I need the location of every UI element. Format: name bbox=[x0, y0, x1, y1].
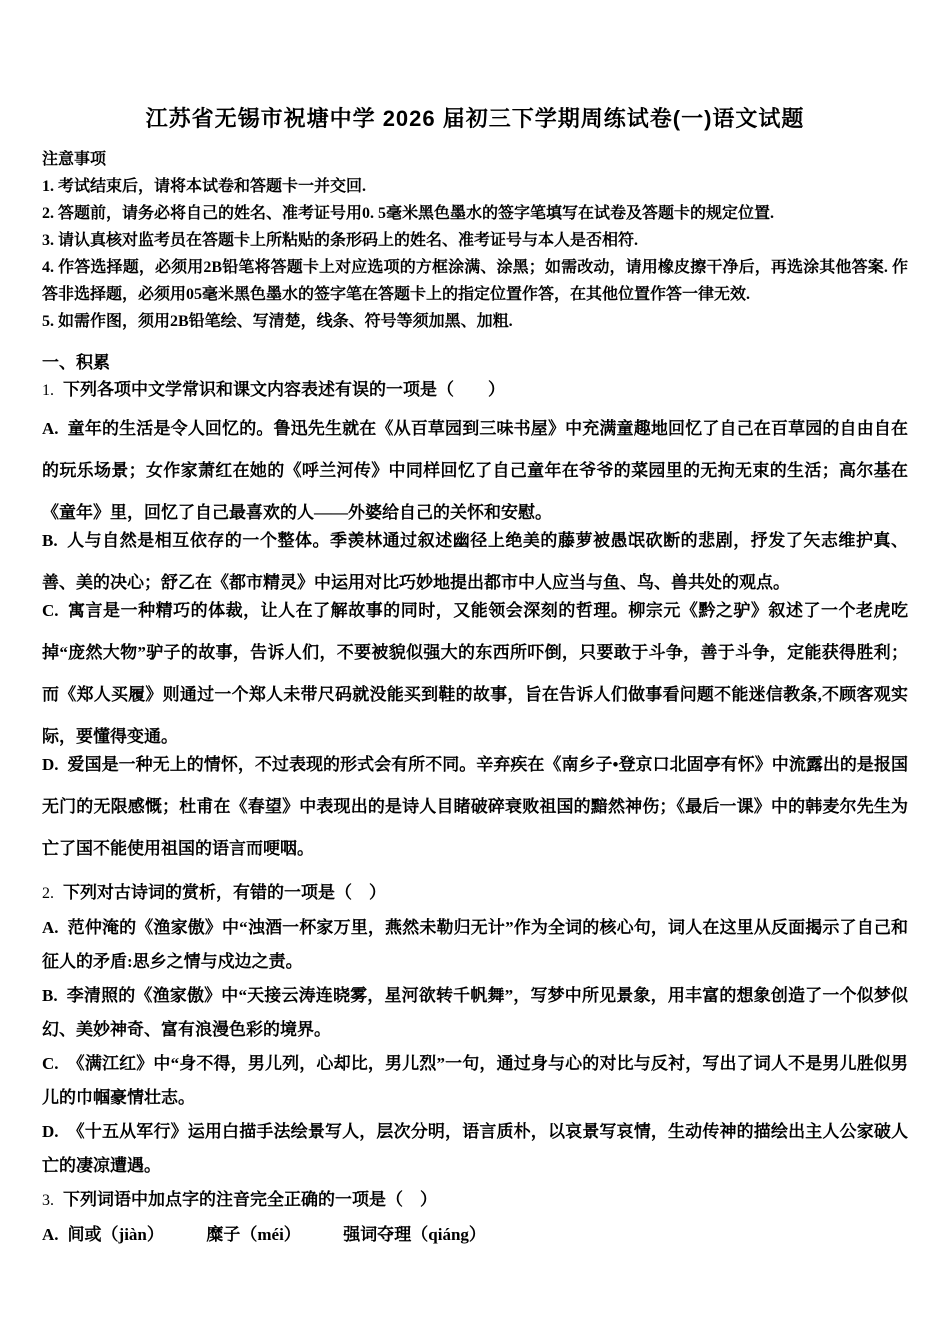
question-3-stem-text: 下列词语中加点字的注音完全正确的一项是（ ） bbox=[63, 1190, 437, 1209]
option-a-label: A. bbox=[42, 419, 59, 438]
question-2-stem-text: 下列对古诗词的赏析，有错的一项是（ ） bbox=[63, 883, 386, 902]
question-1 bbox=[42, 376, 908, 870]
notice-item-4: 4. 作答选择题，必须用2B铅笔将答题卡上对应选项的方框涂满、涂黑；如需改动，请用橡皮擦干净后，再选涂其他答案. 作答非选择题，必须用05毫米黑色墨水的签字笔在答题卡上的指定位置作答，在其他位置作答一律无效. bbox=[42, 259, 908, 303]
question-2-option-b bbox=[42, 979, 908, 1047]
question-3-option-a bbox=[42, 1218, 908, 1252]
question-2-option-a bbox=[42, 911, 908, 979]
question-2 bbox=[42, 876, 908, 1183]
option-c-text: 寓言是一种精巧的体裁，让人在了解故事的同时，又能领会深刻的哲理。柳宗元《黔之驴》叙述了一个老虎吃掉“庞然大物”驴子的故事，告诉人们，不要被貌似强大的东西所吓倒，只要敢于斗争，善于斗争，定能获得胜利；而《郑人买履》则通过一个郑人未带尺码就没能买到鞋的故事，旨在告诉人们做事看问题不能迷信教条,不顾客观实际，要懂得变通。 bbox=[42, 601, 908, 746]
option-a-text: 间或（jiàn） 糜子（méi） 强词夺理（qiáng） bbox=[67, 1225, 486, 1244]
notice-item-1: 1. 考试结束后，请将本试卷和答题卡一并交回. bbox=[42, 178, 367, 195]
option-b-text: 人与自然是相互依存的一个整体。季羡林通过叙述幽径上绝美的藤萝被愚氓砍断的悲剧，抒发了矢志维护真、善、美的决心；舒乙在《都市精灵》中运用对比巧妙地提出都市中人应当与鱼、鸟、兽共处的观点。 bbox=[42, 531, 908, 592]
question-2-option-c bbox=[42, 1047, 908, 1115]
option-c-label: C. bbox=[42, 601, 59, 620]
option-a-text: 童年的生活是令人回忆的。鲁迅先生就在《从百草园到三味书屋》中充满童趣地回忆了自己在百草园的自由自在的玩乐场景；女作家萧红在她的《呼兰河传》中同样回忆了自己童年在爷爷的菜园里的无拘无束的生活；高尔基在《童年》里，回忆了自己最喜欢的人——外婆给自己的关怀和安慰。 bbox=[42, 419, 908, 522]
option-d-text: 《十五从军行》运用白描手法绘景写人，层次分明，语言质朴，以哀景写哀情，生动传神的描绘出主人公家破人亡的凄凉遭遇。 bbox=[42, 1122, 908, 1175]
section-heading-accumulation: 一、积累 bbox=[42, 353, 110, 372]
option-a-label: A. bbox=[42, 1225, 59, 1244]
option-b-label: B. bbox=[42, 986, 58, 1005]
notice-heading: 注意事项 bbox=[42, 151, 107, 168]
option-d-text: 爱国是一种无上的情怀，不过表现的形式会有所不同。辛弃疾在《南乡子•登京口北固亭有怀》中流露出的是报国无门的无限感慨；杜甫在《春望》中表现出的是诗人目睹破碎衰败祖国的黯然神伤；《最后一课》中的韩麦尔先生为亡了国不能使用祖国的语言而哽咽。 bbox=[42, 755, 908, 858]
question-1-stem-text: 下列各项中文学常识和课文内容表述有误的一项是（ ） bbox=[63, 380, 505, 399]
option-c-text: 《满江红》中“身不得，男儿列，心却比，男儿烈”一句，通过身与心的对比与反衬，写出了词人不是男儿胜似男儿的巾帼豪情壮志。 bbox=[42, 1054, 908, 1107]
option-a-text: 范仲淹的《渔家傲》中“浊酒一杯家万里，燕然未勒归无计”作为全词的核心句，词人在这里从反面揭示了自己和征人的矛盾:思乡之情与戍边之责。 bbox=[42, 918, 908, 971]
notice-section bbox=[42, 146, 908, 335]
notice-item-3: 3. 请认真核对监考员在答题卡上所粘贴的条形码上的姓名、准考证号与本人是否相符. bbox=[42, 232, 639, 249]
question-3 bbox=[42, 1183, 908, 1252]
option-a-label: A. bbox=[42, 918, 59, 937]
question-1-option-c bbox=[42, 590, 908, 758]
option-d-label: D. bbox=[42, 755, 59, 774]
option-c-label: C. bbox=[42, 1054, 59, 1073]
question-2-number: 2. bbox=[42, 885, 54, 902]
question-1-option-a bbox=[42, 408, 908, 534]
question-2-stem bbox=[42, 876, 908, 911]
question-3-stem bbox=[42, 1183, 908, 1218]
option-b-text: 李清照的《渔家傲》中“天接云涛连晓雾，星河欲转千帆舞”，写梦中所见景象，用丰富的想象创造了一个似梦似幻、美妙神奇、富有浪漫色彩的境界。 bbox=[42, 986, 908, 1039]
question-1-option-d bbox=[42, 744, 908, 870]
option-b-label: B. bbox=[42, 531, 58, 550]
question-3-number: 3. bbox=[42, 1192, 54, 1209]
notice-item-5: 5. 如需作图，须用2B铅笔绘、写清楚，线条、符号等须加黑、加粗. bbox=[42, 313, 513, 330]
notice-item-2: 2. 答题前，请务必将自己的姓名、准考证号用0. 5毫米黑色墨水的签字笔填写在试卷及答题卡的规定位置. bbox=[42, 205, 775, 222]
question-1-number: 1. bbox=[42, 382, 54, 399]
page-title: 江苏省无锡市祝塘中学 2026 届初三下学期周练试卷(一)语文试题 bbox=[145, 106, 805, 131]
question-1-stem bbox=[42, 376, 908, 404]
option-d-label: D. bbox=[42, 1122, 59, 1141]
question-2-option-d bbox=[42, 1115, 908, 1183]
